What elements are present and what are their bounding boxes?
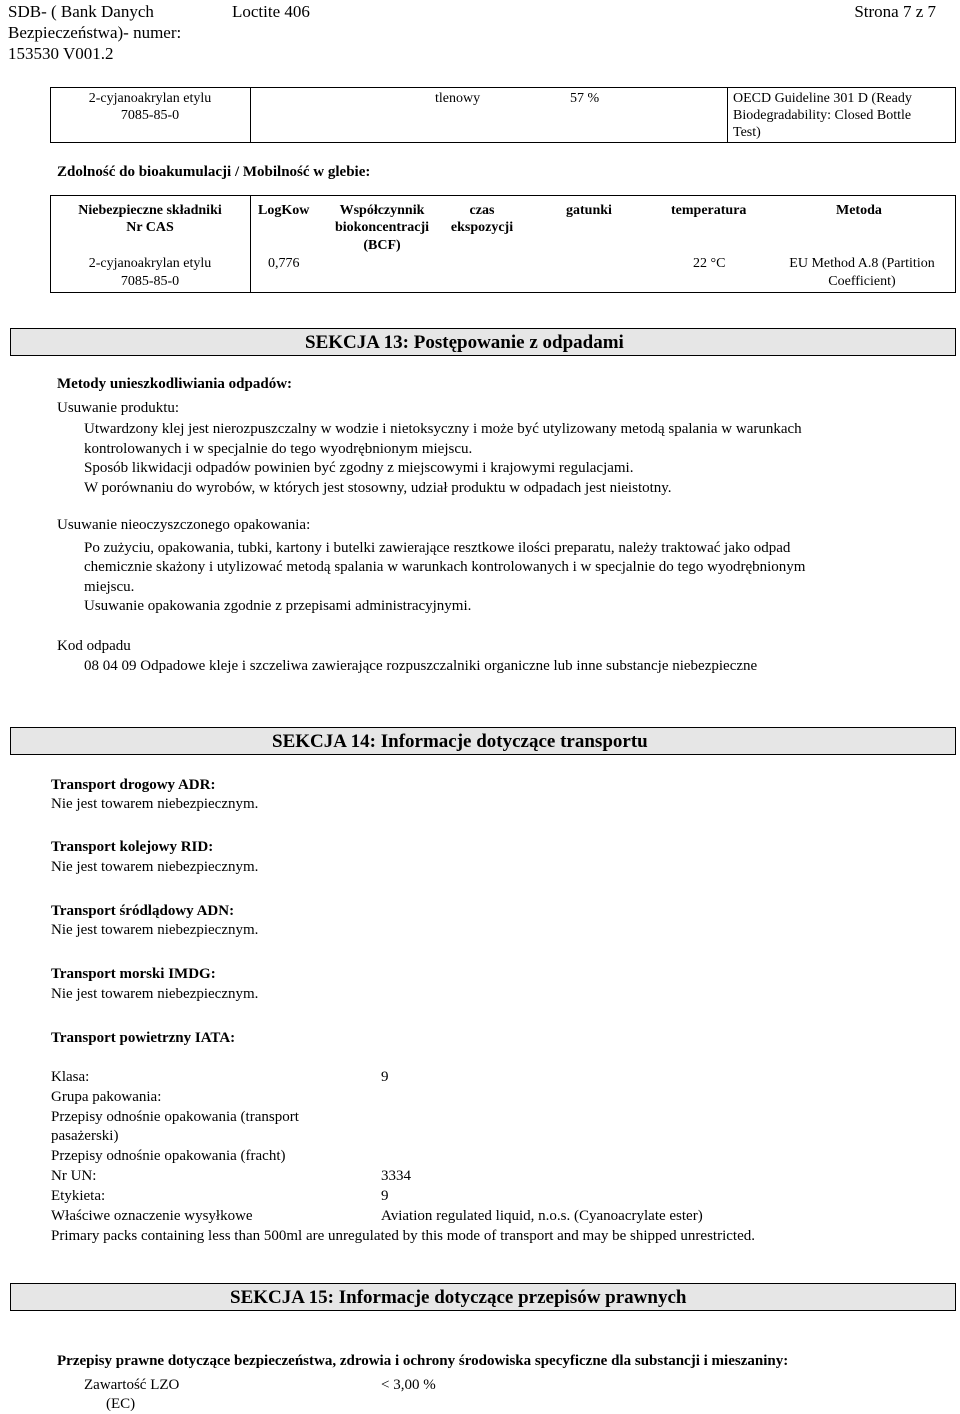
iata-freight-packing-label: Przepisy odnośnie opakowania (fracht) xyxy=(51,1148,286,1164)
iata-label-label: Etykieta: xyxy=(51,1188,106,1204)
iata-label-value: 9 xyxy=(381,1188,389,1204)
biodeg-cas-number: 7085-85-0 xyxy=(120,108,180,123)
bcf-row-method-line1: EU Method A.8 (Partition xyxy=(789,256,935,271)
biodeg-method-line2: Biodegradability: Closed Bottle xyxy=(733,108,912,123)
bcf-col-header-bcf-line2: biokoncentracji xyxy=(334,220,430,235)
header-doc-id-line3: 153530 V001.2 xyxy=(8,44,114,63)
bcf-row-method-line2: Coefficient) xyxy=(828,274,896,289)
iata-un-label: Nr UN: xyxy=(51,1168,97,1184)
biodeg-result: 57 % xyxy=(570,91,600,106)
biodeg-method-line3: Test) xyxy=(733,125,761,140)
bcf-col-header-time-line2: ekspozycji xyxy=(450,220,514,235)
bcf-col-header-method: Metoda xyxy=(836,203,882,218)
packaging-disposal-line: miejscu. xyxy=(84,579,135,595)
product-disposal-line: kontrolowanych i w specjalnie do tego wyodrębnionym miejscu. xyxy=(84,441,473,457)
bcf-col-header-cas: Nr CAS xyxy=(126,220,174,235)
transport-mode-status: Nie jest towarem niebezpiecznym. xyxy=(51,796,259,812)
bcf-col-header-component: Niebezpieczne składniki xyxy=(78,203,222,218)
table-divider xyxy=(250,195,251,293)
packaging-disposal-line: Po zużyciu, opakowania, tubki, kartony i butelki zawierające resztkowe ilości preparatu, należy traktować jako odpad xyxy=(84,540,791,556)
waste-code-label: Kod odpadu xyxy=(57,638,131,654)
iata-heading: Transport powietrzny IATA: xyxy=(51,1030,236,1046)
section-14-title: SEKCJA 14: Informacje dotyczące transportu xyxy=(272,731,648,752)
transport-mode-heading: Transport kolejowy RID: xyxy=(51,839,214,855)
iata-passenger-packing-label: Przepisy odnośnie opakowania (transport xyxy=(51,1109,299,1125)
transport-mode-status: Nie jest towarem niebezpiecznym. xyxy=(51,922,259,938)
table-divider xyxy=(250,87,251,143)
bcf-col-header-temperature: temperatura xyxy=(671,203,747,218)
bcf-col-header-species: gatunki xyxy=(566,203,612,218)
waste-code-value: 08 04 09 Odpadowe kleje i szczeliwa zawierające rozpuszczalniki organiczne lub inne substancje niebezpieczne xyxy=(84,658,758,674)
iata-note: Primary packs containing less than 500ml are unregulated by this mode of transport and may be shipped unrestricted. xyxy=(51,1228,755,1244)
regulations-heading: Przepisy prawne dotyczące bezpieczeństwa, zdrowia i ochrony środowiska specyficzne dla substancji i mieszaniny: xyxy=(57,1353,789,1369)
packaging-disposal-label: Usuwanie nieoczyszczonego opakowania: xyxy=(57,517,311,533)
section-15-title: SEKCJA 15: Informacje dotyczące przepisów prawnych xyxy=(230,1287,687,1308)
header-page-number: Strona 7 z 7 xyxy=(854,2,936,21)
bcf-row-substance-name: 2-cyjanoakrylan etylu xyxy=(88,256,212,271)
iata-shipping-name-label: Właściwe oznaczenie wysyłkowe xyxy=(51,1208,253,1224)
section-13-title: SEKCJA 13: Postępowanie z odpadami xyxy=(305,332,624,353)
biodeg-substance-name: 2-cyjanoakrylan etylu xyxy=(88,91,212,106)
transport-mode-heading: Transport morski IMDG: xyxy=(51,966,216,982)
transport-mode-status: Nie jest towarem niebezpiecznym. xyxy=(51,986,259,1002)
product-disposal-label: Usuwanie produktu: xyxy=(57,400,180,416)
voc-content-label-cont: (EC) xyxy=(106,1396,136,1412)
iata-class-value: 9 xyxy=(381,1069,389,1085)
transport-mode-heading: Transport śródlądowy ADN: xyxy=(51,903,235,919)
biodeg-type: tlenowy xyxy=(435,91,481,106)
bcf-row-cas-number: 7085-85-0 xyxy=(120,274,180,289)
voc-content-value: < 3,00 % xyxy=(381,1377,436,1393)
voc-content-label: Zawartość LZO xyxy=(84,1377,180,1393)
bioaccumulation-heading: Zdolność do bioakumulacji / Mobilność w glebie: xyxy=(57,164,371,180)
disposal-methods-heading: Metody unieszkodliwiania odpadów: xyxy=(57,376,293,392)
bcf-row-logkow: 0,776 xyxy=(268,256,300,271)
biodeg-method-line1: OECD Guideline 301 D (Ready xyxy=(733,91,912,106)
bcf-col-header-time-line1: czas xyxy=(469,203,495,218)
packaging-disposal-line: Usuwanie opakowania zgodnie z przepisami administracyjnymi. xyxy=(84,598,472,614)
bcf-col-header-bcf-line3: (BCF) xyxy=(363,238,401,253)
product-disposal-line: Sposób likwidacji odpadów powinien być zgodny z miejscowymi i krajowymi regulacjami. xyxy=(84,460,634,476)
header-doc-id-line1: SDB- ( Bank Danych xyxy=(8,2,154,21)
iata-packing-group-label: Grupa pakowania: xyxy=(51,1089,162,1105)
packaging-disposal-line: chemicznie skażony i utylizować metodą spalania w warunkach kontrolowanych i w specjalnie do tego wyodrębnionym xyxy=(84,559,806,575)
iata-passenger-packing-label-cont: pasażerski) xyxy=(51,1128,119,1144)
header-doc-id-line2: Bezpieczeństwa)- numer: xyxy=(8,23,182,42)
bcf-col-header-bcf-line1: Współczynnik xyxy=(339,203,425,218)
table-divider xyxy=(727,87,728,143)
bcf-row-temperature: 22 °C xyxy=(693,256,726,271)
header-product-name: Loctite 406 xyxy=(232,2,310,21)
iata-un-value: 3334 xyxy=(381,1168,411,1184)
product-disposal-line: W porównaniu do wyrobów, w których jest stosowny, udział produktu w odpadach jest nieistotny. xyxy=(84,480,672,496)
product-disposal-line: Utwardzony klej jest nierozpuszczalny w wodzie i nietoksyczny i może być utylizowany metodą spalania w warunkach xyxy=(84,421,802,437)
bcf-col-header-logkow: LogKow xyxy=(258,203,310,218)
iata-shipping-name-value: Aviation regulated liquid, n.o.s. (Cyanoacrylate ester) xyxy=(381,1208,703,1224)
iata-class-label: Klasa: xyxy=(51,1069,90,1085)
transport-mode-status: Nie jest towarem niebezpiecznym. xyxy=(51,859,259,875)
transport-mode-heading: Transport drogowy ADR: xyxy=(51,777,216,793)
